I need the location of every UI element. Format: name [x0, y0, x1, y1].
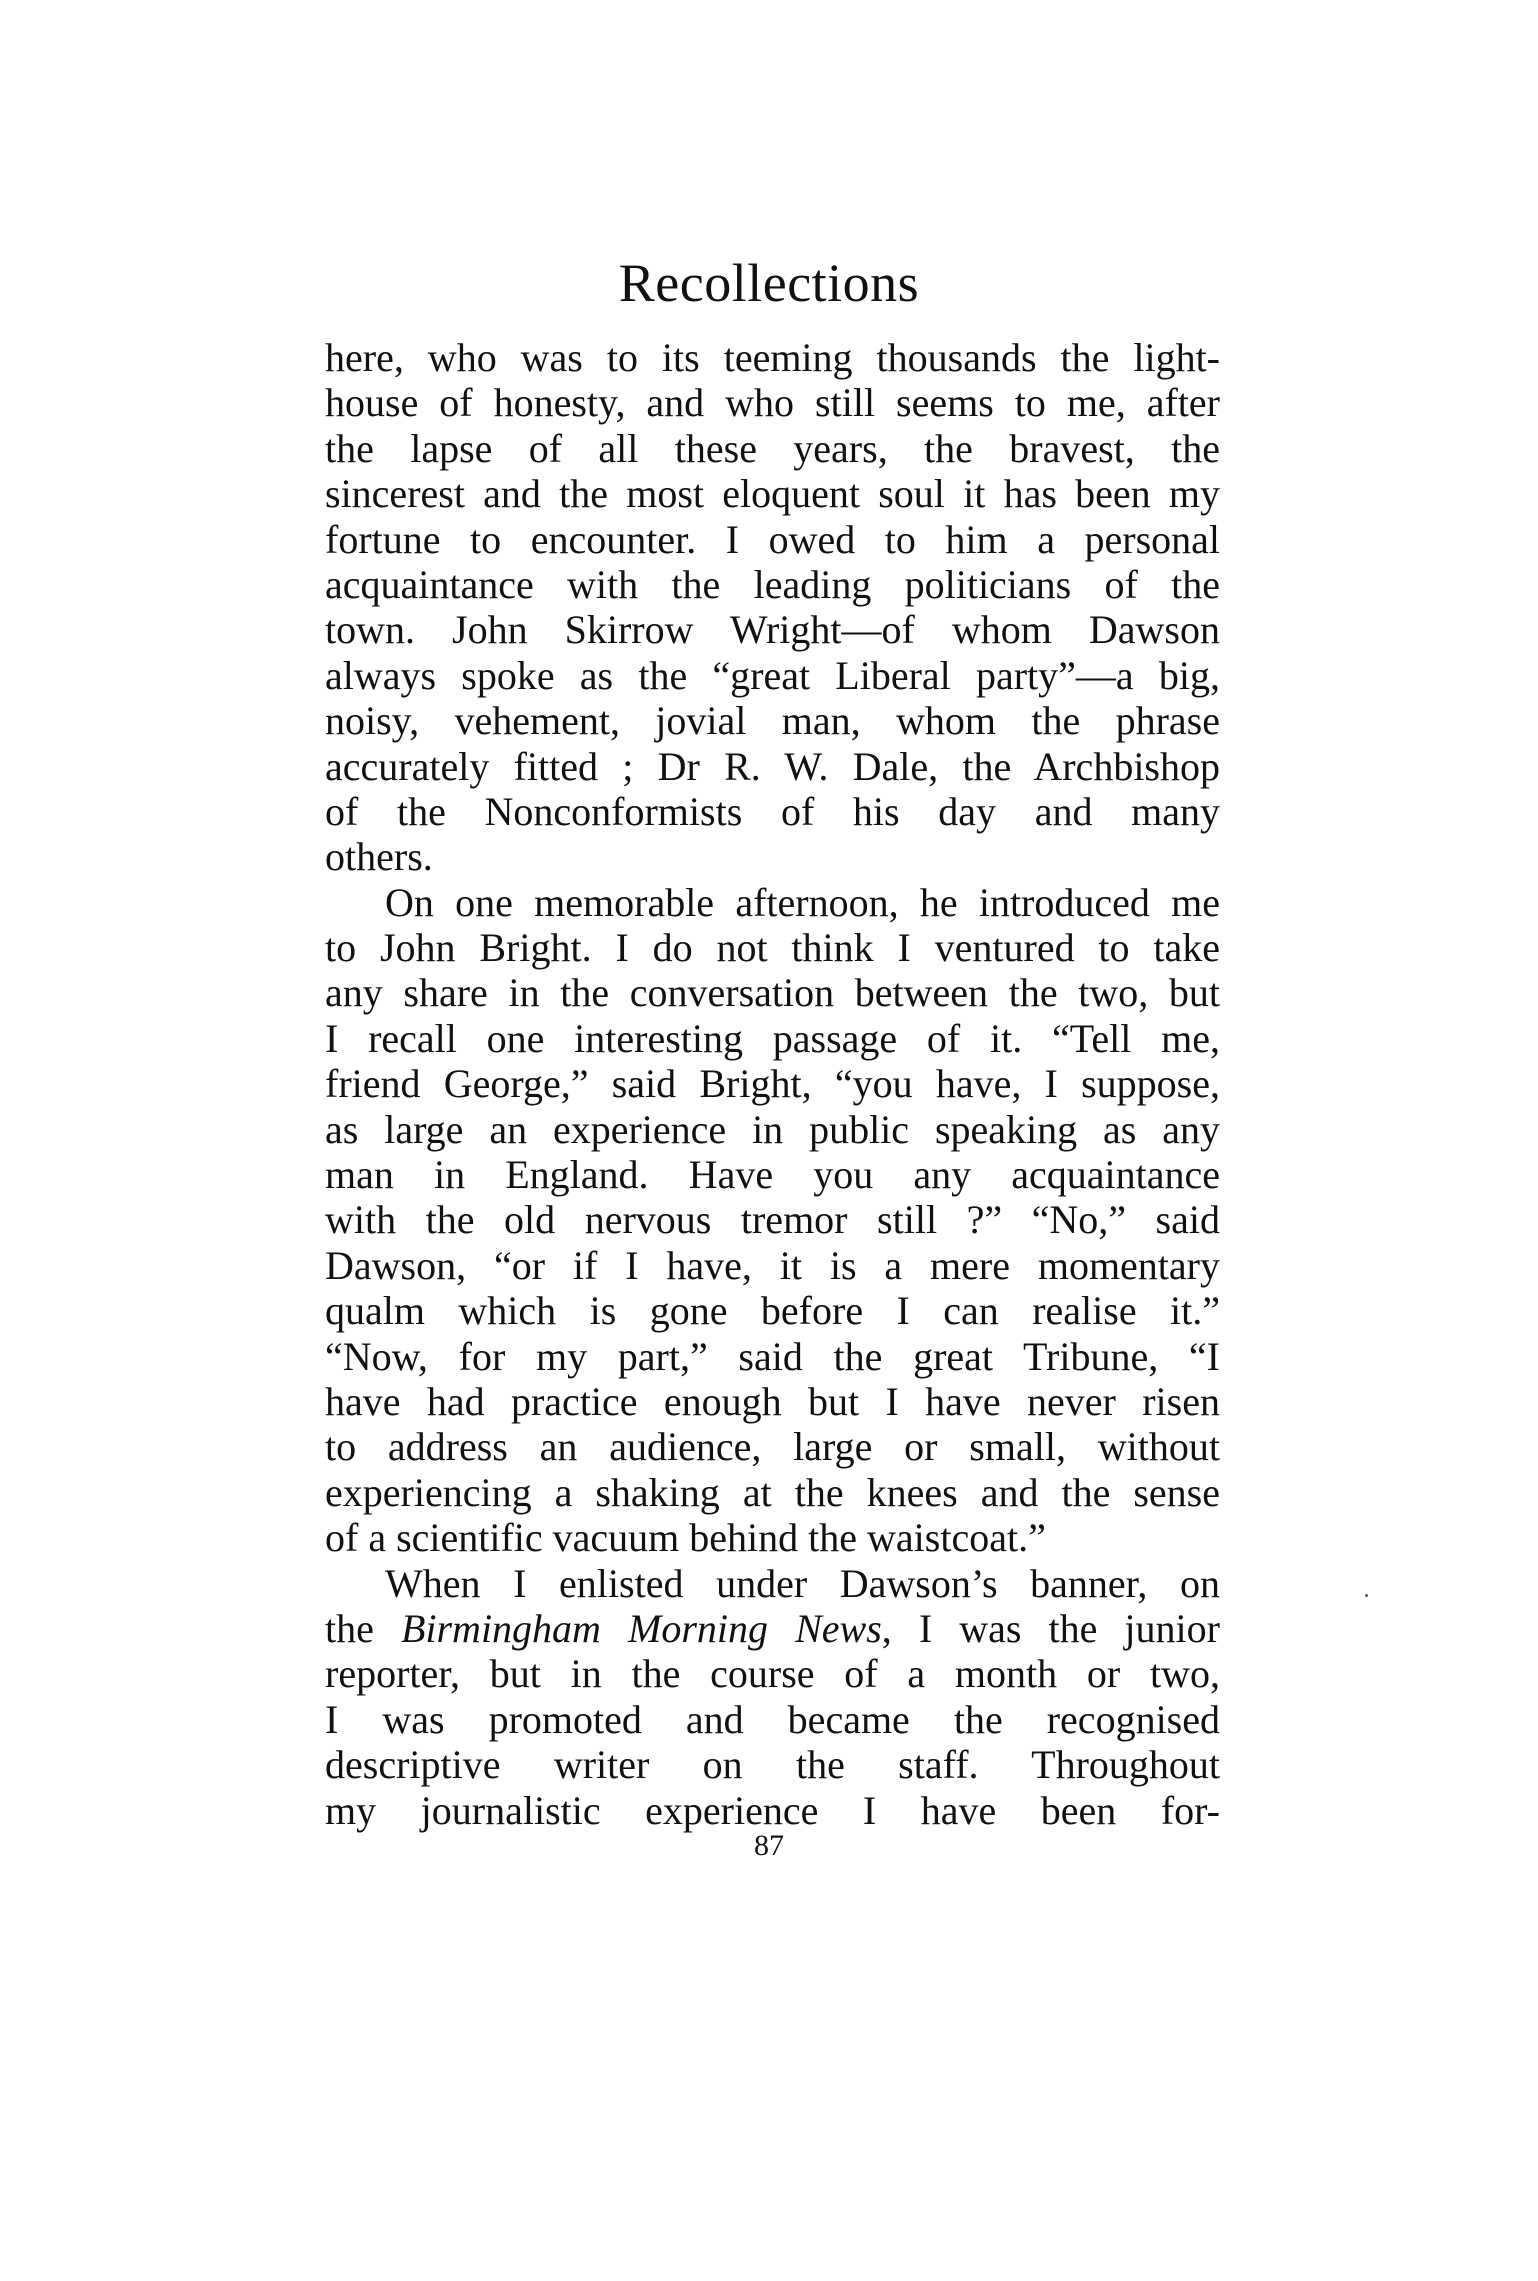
- text-line-with-italic-title: [325, 1606, 1220, 1651]
- text-line: accurately fitted ; Dr R. W. Dale, the Archbishop: [325, 743, 1220, 789]
- text-line: with the old nervous tremor still ?” “No,” said: [325, 1197, 1220, 1243]
- text-line: to John Bright. I do not think I ventured to take: [325, 925, 1220, 971]
- text-line: my journalistic experience I have been for-: [325, 1787, 1220, 1833]
- text-segment: the: [325, 1605, 401, 1651]
- text-segment: , I was the junior: [881, 1605, 1220, 1651]
- text-line: of the Nonconformists of his day and many: [325, 788, 1220, 834]
- text-line: I was promoted and became the recognised: [325, 1696, 1220, 1742]
- paragraph-start-line: When I enlisted under Dawson’s banner, on: [385, 1560, 1220, 1606]
- text-line: to address an audience, large or small, without: [325, 1424, 1220, 1470]
- text-line: noisy, vehement, jovial man, whom the phrase: [325, 698, 1220, 744]
- text-line: the lapse of all these years, the bravest, the: [325, 425, 1220, 471]
- text-line: house of honesty, and who still seems to me, after: [325, 380, 1220, 426]
- page-number: 87: [754, 1829, 784, 1862]
- text-line: man in England. Have you any acquaintance: [325, 1152, 1220, 1198]
- text-line: have had practice enough but I have never risen: [325, 1378, 1220, 1424]
- text-line: I recall one interesting passage of it. “Tell me,: [325, 1015, 1220, 1061]
- paper-speck: [1365, 1594, 1368, 1597]
- text-line: qualm which is gone before I can realise it.”: [325, 1288, 1220, 1334]
- text-line: Dawson, “or if I have, it is a mere momentary: [325, 1242, 1220, 1288]
- text-line: as large an experience in public speaking as any: [325, 1106, 1220, 1152]
- text-line: always spoke as the “great Liberal party”—a big,: [325, 652, 1220, 698]
- text-line: of a scientific vacuum behind the waistcoat.”: [325, 1515, 1046, 1561]
- text-line: town. John Skirrow Wright—of whom Dawson: [325, 607, 1220, 653]
- text-line: any share in the conversation between the two, but: [325, 970, 1220, 1016]
- text-line: friend George,” said Bright, “you have, I suppose,: [325, 1061, 1220, 1107]
- text-line: here, who was to its teeming thousands the light-: [325, 335, 1220, 380]
- text-line: sincerest and the most eloquent soul it has been my: [325, 471, 1220, 517]
- text-line: descriptive writer on the staff. Throughout: [325, 1742, 1220, 1788]
- paragraph-start-line: On one memorable afternoon, he introduced me: [385, 879, 1220, 925]
- text-line: others.: [325, 834, 433, 880]
- newspaper-title: Birmingham Morning News: [400, 1605, 882, 1651]
- body-text: [325, 335, 1220, 1833]
- text-line: acquaintance with the leading politicians of the: [325, 561, 1220, 607]
- text-line: fortune to encounter. I owed to him a personal: [325, 516, 1220, 562]
- text-line: experiencing a shaking at the knees and the sense: [325, 1469, 1220, 1515]
- text-line: “Now, for my part,” said the great Tribune, “I: [325, 1333, 1220, 1379]
- text-line: reporter, but in the course of a month or two,: [325, 1651, 1220, 1697]
- running-head: Recollections: [618, 253, 920, 313]
